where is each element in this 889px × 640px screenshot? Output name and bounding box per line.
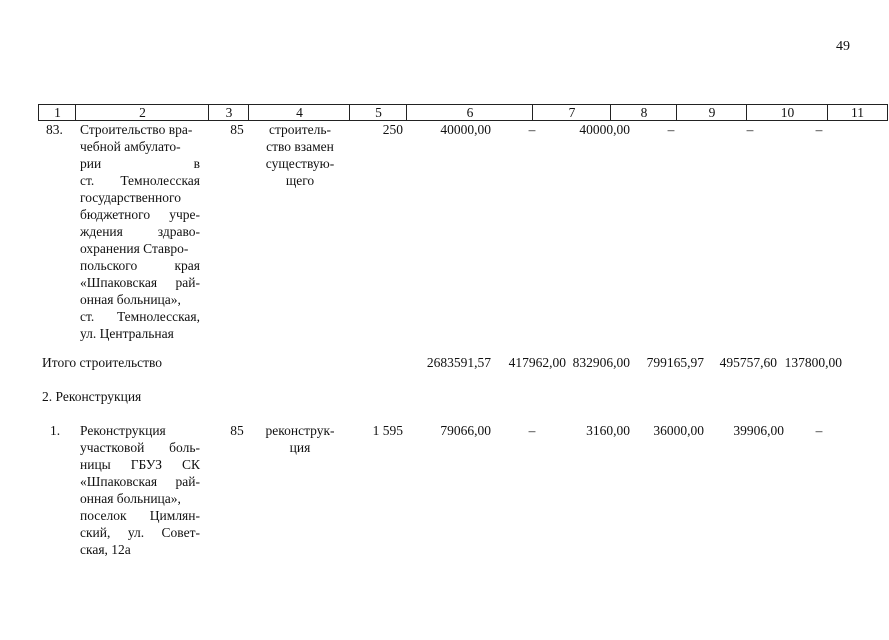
type-line: строитель- <box>268 122 332 137</box>
col7-value: – <box>528 122 536 137</box>
total-col11: 137800,00 <box>784 355 842 370</box>
col10-value: – <box>746 122 754 137</box>
type-line: существую- <box>265 156 335 171</box>
total-col6: 2683591,57 <box>426 355 491 370</box>
name-line: чебной амбулато- <box>80 139 181 154</box>
col3-value: 85 <box>230 122 244 137</box>
header-col-10: 10 <box>746 104 828 121</box>
col10-value: 39906,00 <box>733 423 784 438</box>
total-label: Итого строительство <box>42 355 163 370</box>
col5-value: 250 <box>382 122 403 137</box>
object-name-cell <box>80 121 200 342</box>
page-number: 49 <box>836 39 850 54</box>
total-col7: 417962,00 <box>508 355 566 370</box>
col7-value: – <box>528 423 536 438</box>
name-line: участковой боль- <box>80 440 200 455</box>
total-col8: 832906,00 <box>572 355 630 370</box>
name-line: ницы ГБУЗ СК <box>80 457 200 472</box>
header-col-7: 7 <box>532 104 611 121</box>
header-col-4: 4 <box>248 104 350 121</box>
header-col-11: 11 <box>827 104 888 121</box>
name-line: польского края <box>80 258 200 273</box>
col8-value: 3160,00 <box>586 423 630 438</box>
col11-value: – <box>815 122 823 137</box>
name-line: «Шпаковская рай- <box>80 474 200 489</box>
name-line: «Шпаковская рай- <box>80 275 200 290</box>
header-col-8: 8 <box>610 104 677 121</box>
name-line: государственного <box>80 190 181 205</box>
col6-value: 79066,00 <box>440 423 491 438</box>
col5-value: 1 595 <box>372 423 403 438</box>
col8-value: 40000,00 <box>579 122 630 137</box>
name-line: бюджетного учре- <box>80 207 200 222</box>
type-line: ция <box>289 440 311 455</box>
total-col9: 799165,97 <box>646 355 704 370</box>
name-line: Реконструкция <box>80 423 166 438</box>
name-line: рии в <box>80 156 200 171</box>
type-line: ство взамен <box>266 139 334 154</box>
header-col-6: 6 <box>406 104 533 121</box>
name-line: онная больница», <box>80 292 181 307</box>
name-line: поселок Цимлян- <box>80 508 200 523</box>
header-col-5: 5 <box>349 104 407 121</box>
name-line: Строительство вра- <box>80 122 193 137</box>
name-line: ский, ул. Совет- <box>80 525 200 540</box>
header-col-3: 3 <box>208 104 249 121</box>
col3-value: 85 <box>230 423 244 438</box>
header-col-2: 2 <box>75 104 209 121</box>
section-title: 2. Реконструкция <box>42 389 142 404</box>
name-line: ст. Темнолесская, <box>80 309 200 324</box>
name-line: ждения здраво- <box>80 224 200 239</box>
type-line: реконструк- <box>265 423 335 438</box>
construction-type-cell <box>252 422 348 456</box>
col9-value: 36000,00 <box>653 423 704 438</box>
object-name-cell <box>80 422 200 558</box>
col6-value: 40000,00 <box>440 122 491 137</box>
name-line: ская, 12а <box>80 542 131 557</box>
header-col-1: 1 <box>38 104 76 121</box>
header-col-9: 9 <box>676 104 747 121</box>
name-line: охранения Ставро- <box>80 241 189 256</box>
name-line: ул. Центральная <box>80 326 174 341</box>
name-line: ст. Темнолесская <box>80 173 200 188</box>
total-col10: 495757,60 <box>719 355 777 370</box>
col11-value: – <box>815 423 823 438</box>
type-line: щего <box>285 173 315 188</box>
col9-value: – <box>667 122 675 137</box>
name-line: онная больница», <box>80 491 181 506</box>
row-number: 1. <box>50 423 61 438</box>
row-number: 83. <box>46 122 63 137</box>
construction-type-cell <box>252 121 348 189</box>
